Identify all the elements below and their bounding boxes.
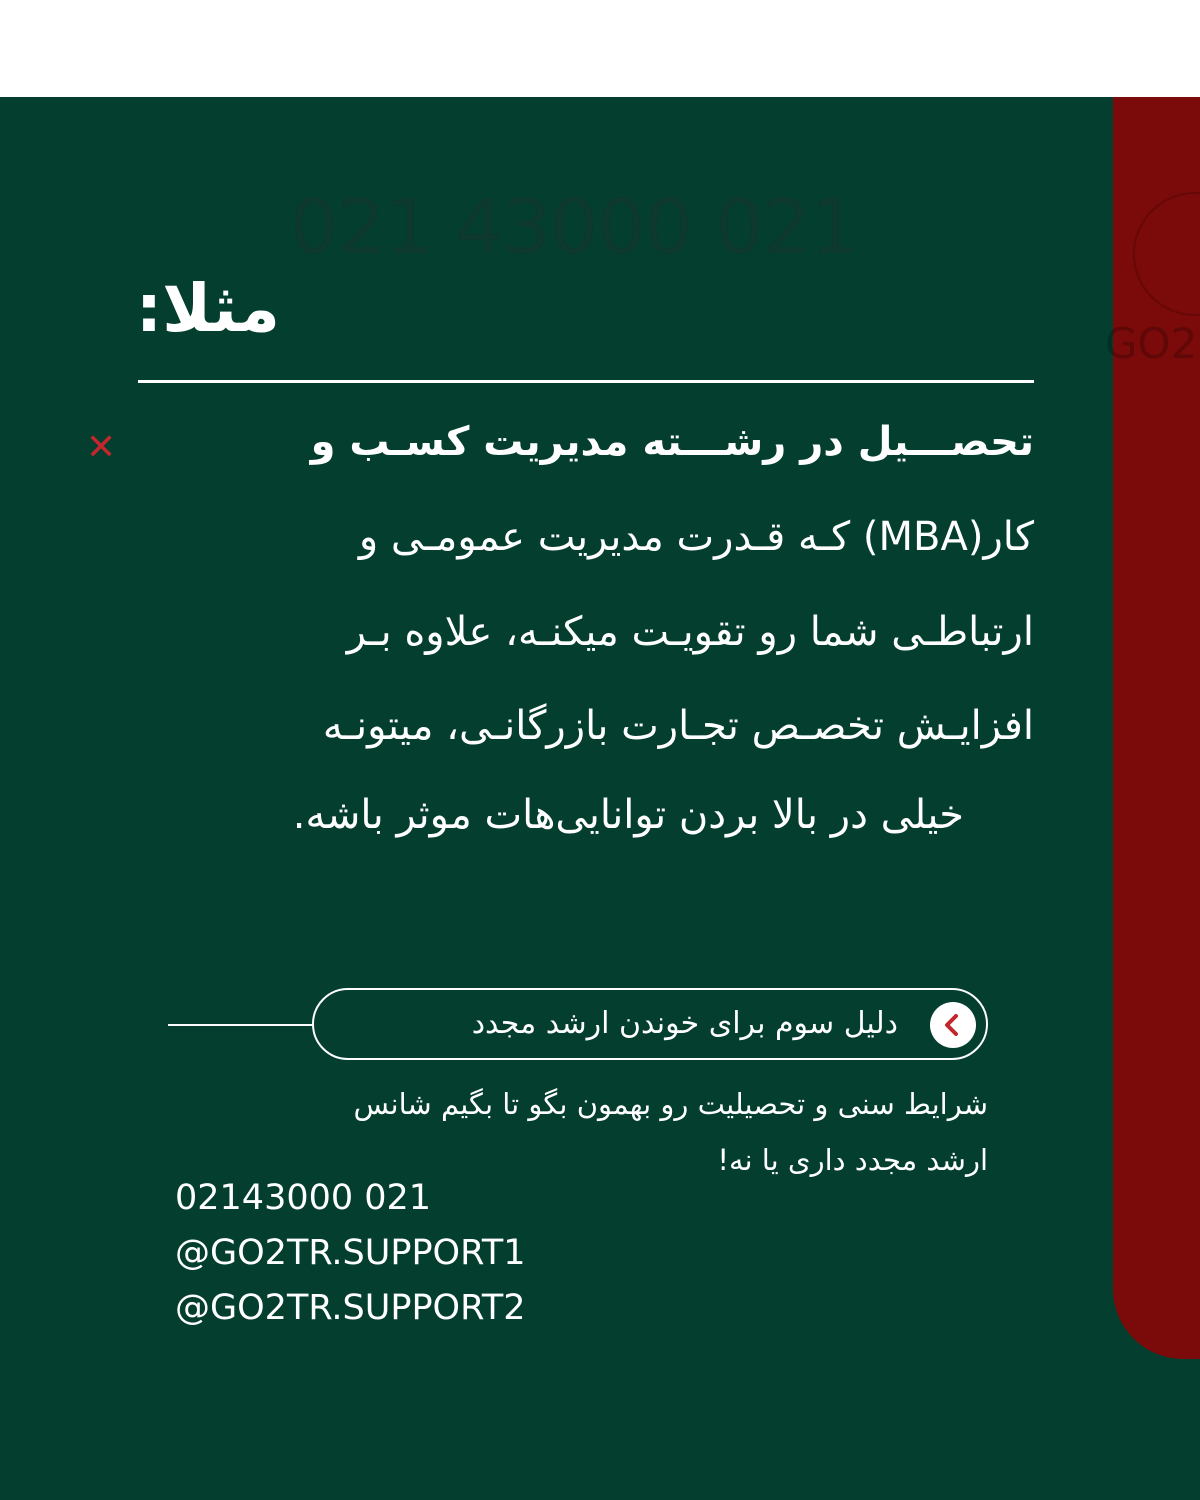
cta-connector-line xyxy=(168,1024,314,1026)
paragraph-line: تحصـــیل در رشـــته مدیریت کسـب و xyxy=(310,419,1034,465)
note-line: شرایط سنی و تحصیلیت رو بهمون بگو تا بگیم شانس xyxy=(353,1087,988,1121)
paragraph-line: افزایـش تخصـص تجـارت بازرگانـی، میتونـه xyxy=(322,703,1034,749)
paragraph-line: ارتباطـی شما رو تقویـت میکنـه، علاوه بـر xyxy=(346,609,1034,655)
next-reason-label: دلیل سوم برای خوندن ارشد مجدد xyxy=(471,1006,898,1041)
phone-watermark: 021 43000 021 xyxy=(290,182,858,271)
contact-support-2[interactable]: @GO2TR.SUPPORT2 xyxy=(175,1288,526,1328)
close-icon: ✕ xyxy=(86,427,117,468)
paragraph-line: کار(MBA) کـه قـدرت مدیریت عمومـی و xyxy=(358,514,1034,560)
page-title: مثلا: xyxy=(135,270,280,347)
paragraph-line: خیلی در بالا بردن توانایی‌هات موثر باشه. xyxy=(292,792,964,838)
accent-band xyxy=(1105,97,1200,1359)
chevron-left-icon xyxy=(930,1002,976,1048)
contact-support-1[interactable]: @GO2TR.SUPPORT1 xyxy=(175,1233,526,1273)
logo-watermark-text: GO2 xyxy=(1105,319,1198,368)
contact-phone[interactable]: 02143000 021 xyxy=(175,1178,432,1218)
title-divider xyxy=(138,380,1034,383)
logo-watermark-icon xyxy=(1133,192,1200,316)
next-reason-button[interactable] xyxy=(312,988,988,1060)
note-line: ارشد مجدد داری یا نه! xyxy=(717,1143,988,1177)
